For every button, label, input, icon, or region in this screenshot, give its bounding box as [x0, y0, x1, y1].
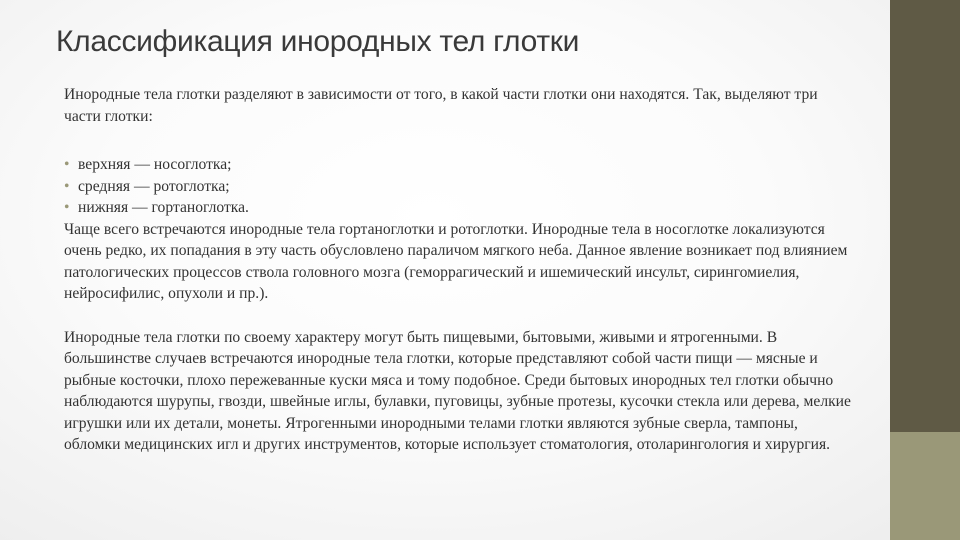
- accent-bar-dark: [890, 0, 960, 432]
- list-item-label: верхняя — носоглотка;: [78, 156, 232, 173]
- intro-paragraph: Инородные тела глотки разделяют в зависимости от того, в какой части глотки они находятся. Так, выделяют три части глотки:: [64, 86, 818, 125]
- pharynx-parts-list: [64, 154, 854, 219]
- slide-title: Классификация инородных тел глотки: [56, 25, 580, 58]
- character-paragraph: Инородные тела глотки по своему характеру могут быть пищевыми, бытовыми, живыми и ятрогенными. В большинстве случаев встречаются инородные тела глотки, которые представляют собой части пищи — мясные и рыбные косточки, плохо пережеванные куски мяса и тому подобное. Среди бытовых инородных тел глотки обычно наблюдаются шурупы, гвозди, швейные иглы, булавки, пуговицы, зубные протезы, кусочки стекла или дерева, мелкие игрушки или их детали, монеты. Ятрогенными инородными телами глотки являются зубные сверла, тампоны, обломки медицинских игл и других инструментов, которые использует стоматология, отоларингология и хирургия.: [64, 328, 851, 453]
- bullet-icon: •: [64, 156, 70, 173]
- list-item: [64, 176, 854, 198]
- list-item-label: средняя — ротоглотка;: [78, 177, 230, 195]
- accent-bar-light: [890, 432, 960, 540]
- slide-body: [64, 84, 854, 456]
- list-item-label: нижняя — гортаноглотка.: [78, 199, 249, 216]
- list-item: [64, 154, 854, 176]
- list-item: [64, 197, 854, 219]
- bullet-icon: •: [64, 199, 70, 216]
- bullet-icon: •: [64, 177, 70, 195]
- frequency-paragraph: Чаще всего встречаются инородные тела гортаноглотки и ротоглотки. Инородные тела в носоглотке локализуются очень редко, их попадания в эту часть обусловлено параличом мягкого неба. Данное явление возникает под влиянием патологических процессов ствола головного мозга (геморрагический и ишемический инсульт, сирингомиелия, нейросифилис, опухоли и пр.).: [64, 220, 848, 302]
